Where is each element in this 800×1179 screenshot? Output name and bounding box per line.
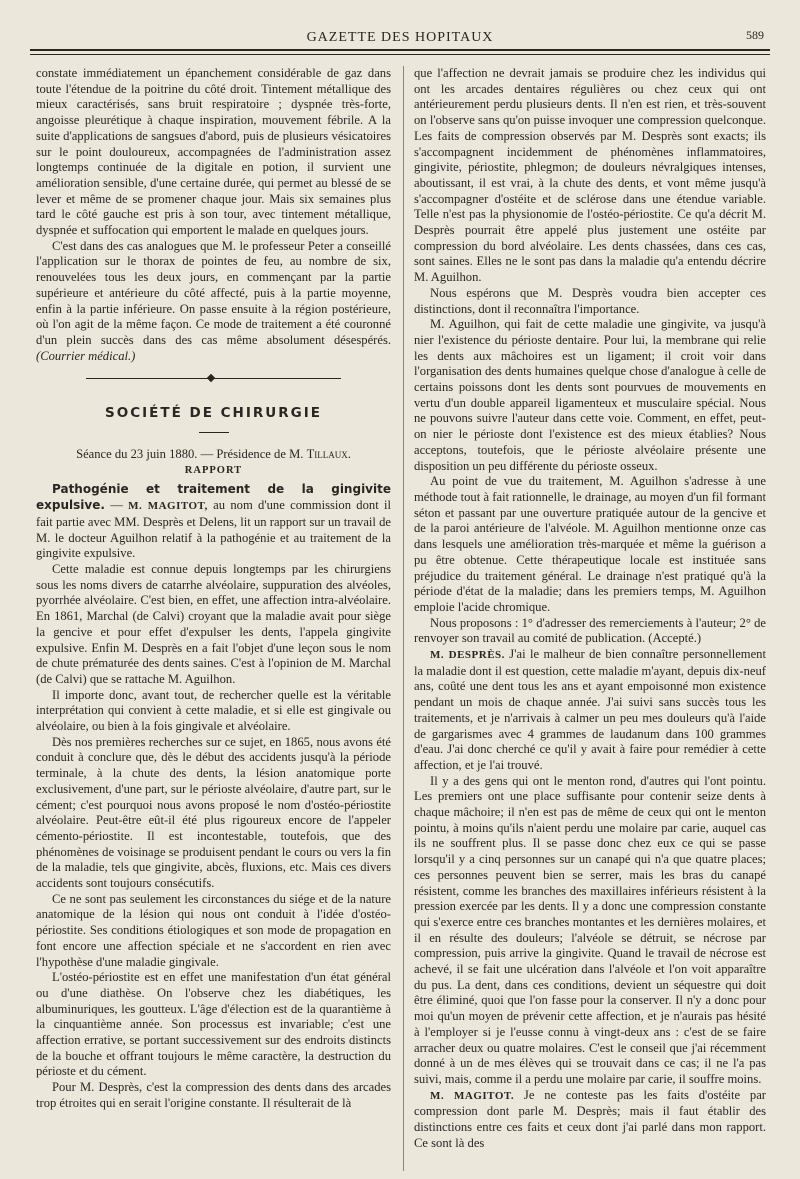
dash: — bbox=[104, 498, 129, 513]
right-column bbox=[414, 66, 766, 1152]
paragraph: que l'affection ne devrait jamais se produire chez les individus qui ont les arcades dentaires régulières ou chez ceux qui ont antérieurement perdu plusieurs dents. Il n'en est rien, et très-souvent on l'observe sans qu'on puisse invoquer une compression quelconque. Les faits de compression observés par M. Desprès sont exacts; ils s'accompagnent incidemment de phénomènes inflammatoires, gingivite, périostite, phlegmon; de douleurs névralgiques intenses, aboutissant, il est vrai, à la chute des dents, et vont même jusqu'à s'accompagner d'ostéite et de sclérose dans une étendue variable. Telle n'est pas la physionomie de l'ostéo-périostite. Ce qu'a décrit M. Desprès pourrait être appelé plus justement une ostéite par compression du bord alvéolaire. Les dents chassées, dans ces cas, sont saines. Elles ne le sont pas dans la maladie qu'a entendu décrire M. Aguilhon. bbox=[414, 66, 766, 285]
paragraph: Pour M. Desprès, c'est la compression des dents dans des arcades trop étroites qui en serait l'origine constante. Il résulterait de là bbox=[36, 1080, 391, 1110]
paragraph-text: au nom d'une commission dont il fait partie avec MM. Desprès et Delens, lit un rapport sur un travail de M. le docteur Aguilhon relatif à la pathogénie et au traitement de la gingivite expulsive. bbox=[36, 498, 392, 561]
page-number: 589 bbox=[746, 28, 764, 42]
source-citation: (Courrier médical.) bbox=[36, 348, 136, 363]
divider bbox=[199, 432, 229, 433]
paragraph-text: J'ai le malheur de bien connaître personnellement la maladie dont il est question, cette maladie m'ayant, depuis dix-neuf ans, coûté une dent tous les ans et ayant empoisonné mon existence pendant un mois de chaque année. J'ai suivi sans succès tous les traitements, et je n'arrivais à calmer un peu mes douleurs qu'à l'aide de gargarismes avec 4 grammes de laudanum dans 100 grammes d'eau. J'ai donc cherché ce qu'il y avait à faire pour remédier à cette affection, et je l'ai trouvé. bbox=[414, 647, 766, 772]
paragraph bbox=[414, 1088, 766, 1152]
paragraph: Il y a des gens qui ont le menton rond, d'autres qui l'ont pointu. Les premiers ont une place suffisante pour contenir seize dents à chaque mâchoire; il n'en est pas de même de ceux qui ont le menton pointu, à moins qu'ils n'aient perdu une molaire par carie, auquel cas ils ne souffrent plus. Il se passe donc chez eux ce qui se passe lorsqu'il y a cinq personnes sur un canapé qui n'a que quatre places; ces personnes peuvent bien se serrer, mais les bras du canapé résistent, comme les branches des maxillaires inférieurs résistent à la pression exercée par les dents. Il y a donc une compression constante qui s'exerce entre ces branches montantes et les dernières molaires, et il en résulte des douleurs; l'alvéole se détruit, se nécrose par compression, puis arrive la gingivite. Quand le travail de nécrose est achevé, il se fait une ulcération dans l'alvéole et l'on voit apparaître du pus. La dent, dans ces conditions, devient un séquestre qui doit être éliminé, quoi que l'on fasse pour la conserver. Il n'y a donc pour moi qu'un moyen de prévenir cette affection, et je n'aurais pas hésité à l'employer si je l'eusse connu à vingt-deux ans : c'est de se faire arracher deux ou quatre molaires. C'est le conseil que j'ai récemment donné à un de mes élèves qui se trouvait dans ce cas; il ne l'a pas suivi, mais, comme il a perdu une molaire par carie, il souffre moins. bbox=[414, 773, 766, 1086]
column-divider bbox=[403, 66, 404, 1171]
paragraph: Dès nos premières recherches sur ce sujet, en 1865, nous avons été conduit à conclure que, dès le début des accidents jusqu'à la période terminale, à la chute des dents, la lésion anatomique porte exclusivement, d'une part, sur le périoste alvéolaire, d'autre part, sur le cément; c'est pourquoi nous avons proposé le nom d'ostéo-périostite alvéolaire. Peut-être eût-il été plus rigoureux encore de l'appeler cémento-périostite. Il est incontestable, toutefois, que des phénomènes de voisinage se produisent pendant le cours ou vers la fin de la maladie, tels que gingivite, abcès, fluxions, etc. Mais ces divers accidents sont toujours consécutifs. bbox=[36, 734, 391, 891]
president-name: Tillaux. bbox=[306, 447, 351, 462]
paragraph: Il importe donc, avant tout, de rechercher quelle est la véritable interprétation qui convient à cette maladie, et si elle est gingivale ou alvéolaire, ou bien à la fois gingivale et alvéolaire. bbox=[36, 687, 391, 734]
running-title: GAZETTE DES HOPITAUX bbox=[306, 30, 494, 45]
paragraph: Au point de vue du traitement, M. Aguilhon s'adresse à une méthode tout à fait rationnelle, le drainage, au moyen d'un fil formant séton et passant par une ouverture pratiquée autour de la gencive et de la paroi antérieure de l'alvéole. M. Aguilhon mentionne onze cas dans lesquels une amélioration très-marquée et même la guérison a pu être obtenue. Cette thérapeutique locale est instituée sans préjudice du traitement général. Le drainage n'est pratiqué qu'à la période d'état de la maladie; dans les premiers temps, M. Aguilhon emploie l'acide chromique. bbox=[414, 474, 766, 614]
paragraph: L'ostéo-périostite est en effet une manifestation d'un état général ou d'une diathèse. On l'observe chez les diabétiques, les albuminuriques, les goutteux. L'âge d'élection est de la quarantième à la cinquantième année. Son processus est invariable; c'est une affection errative, se portant successivement sur des endroits distincts de la bouche et offrant toujours le même caractère, la destruction du périoste et du cément. bbox=[36, 970, 391, 1079]
left-column bbox=[36, 66, 391, 1112]
paragraph bbox=[414, 647, 766, 774]
ornamental-rule bbox=[36, 374, 391, 384]
paragraph: constate immédiatement un épanchement considérable de gaz dans toute l'étendue de la poitrine du côté droit. Tintement métallique des mieux caractérisés, sans bruit respiratoire ; dyspnée très-forte, angoisse pleurétique à chaque inspiration, mouvement fébrile. A la suite d'applications de sangsues d'abord, puis de plusieurs vésicatoires sur le point douloureux, accompagnées de l'administration assez longtemps continuée de la digitale en potion, il survient une amélioration sensible, d'une certaine durée, qui permet au blessé de se lever et même de se promener chaque jour. Mais six semaines plus tard le côté gauche est pris à son tour, avec tintement métallique, dyspnée et suffocation qui emportent le malade en quelques jours. bbox=[36, 66, 391, 238]
header-rule bbox=[30, 49, 770, 55]
speaker-name: M. DESPRÈS. bbox=[430, 649, 505, 662]
speaker-name: M. MAGITOT, bbox=[128, 500, 208, 513]
seance-line bbox=[36, 447, 391, 463]
paragraph: Cette maladie est connue depuis longtemps par les chirurgiens sous les noms divers de catarrhe alvéolaire, suppuration des alvéoles, pyorrhée alvéolaire. C'est bien, en effet, une affection intra-alvéolaire. En 1861, Marchal (de Calvi) croyant que la maladie avait pour siège la gencive et pour effet d'expulser les dents, l'appela gingivite expulsive. Enfin M. Desprès en a fait l'objet d'une leçon sous le nom de chute prématurée des dents saines. C'est à l'opinion de M. Marchal (de Calvi) que se rattache M. Aguilhon. bbox=[36, 561, 391, 686]
running-head bbox=[30, 26, 770, 48]
paragraph bbox=[36, 239, 391, 365]
paragraph: Nous proposons : 1° d'adresser des remerciements à l'auteur; 2° de renvoyer son travail au comité de publication. (Accepté.) bbox=[414, 615, 766, 646]
paragraph: M. Aguilhon, qui fait de cette maladie une gingivite, va jusqu'à nier l'existence du périoste dentaire. Pour lui, la membrane qui relie les dents aux mâchoires est un ligament; il croit voir dans l'organisation des dents humaines quelque chose d'analogue à celle de certains poissons dont les dents sont pourvues de mouvements en vertu d'un double appareil ligamenteux et musculaire spécial. Nous ne pouvons suivre l'auteur dans cette voie. Comment, en effet, peut-on nier le périoste dont l'existence est des mieux établies? Nous acceptons, toutefois, que le périoste alvéolaire présente une disposition un peu différente du périoste osseux. bbox=[414, 317, 766, 473]
paragraph bbox=[36, 482, 391, 562]
rapport-heading: RAPPORT bbox=[184, 464, 243, 476]
paragraph: Ce ne sont pas seulement les circonstances du siége et de la nature anatomique de la lésion qui nous ont conduit à l'idée d'ostéo-périostite. Ses conditions étiologiques et son mode de propagation en font encore une affection spéciale et ne s'accordent en rien avec l'hypothèse d'une maladie gingivale. bbox=[36, 891, 391, 969]
paragraph-text: Je ne conteste pas les faits d'ostéite par compression dont parle M. Desprès; mais il faut établir des distinctions entre ces faits et ceux dont j'ai parlé dans mon rapport. Ce sont là des bbox=[414, 1087, 766, 1150]
paragraph: Nous espérons que M. Desprès voudra bien accepter ces distinctions, dont il reconnaîtra l'importance. bbox=[414, 285, 766, 316]
paragraph-text: C'est dans des cas analogues que M. le professeur Peter a conseillé l'application sur le thorax de pointes de feu, au nombre de six, renouvelées tous les deux jours, en commençant par la partie supérieure et antérieure du côté affecté, puis à la partie moyenne, enfin à la partie inférieure. On passe ensuite à la région postérieure, où l'on agit de la même façon. Ce mode de traitement a été couronné d'un plein succès dans des cas même absolument désespérés. bbox=[36, 238, 391, 347]
seance-text: Séance du 23 juin 1880. — Présidence de M. bbox=[76, 447, 307, 462]
section-title: SOCIÉTÉ DE CHIRURGIE bbox=[105, 405, 322, 422]
article-title: Pathogénie et traitement de la gingivite expulsive. bbox=[36, 482, 391, 513]
speaker-name: M. MAGITOT. bbox=[430, 1089, 515, 1102]
